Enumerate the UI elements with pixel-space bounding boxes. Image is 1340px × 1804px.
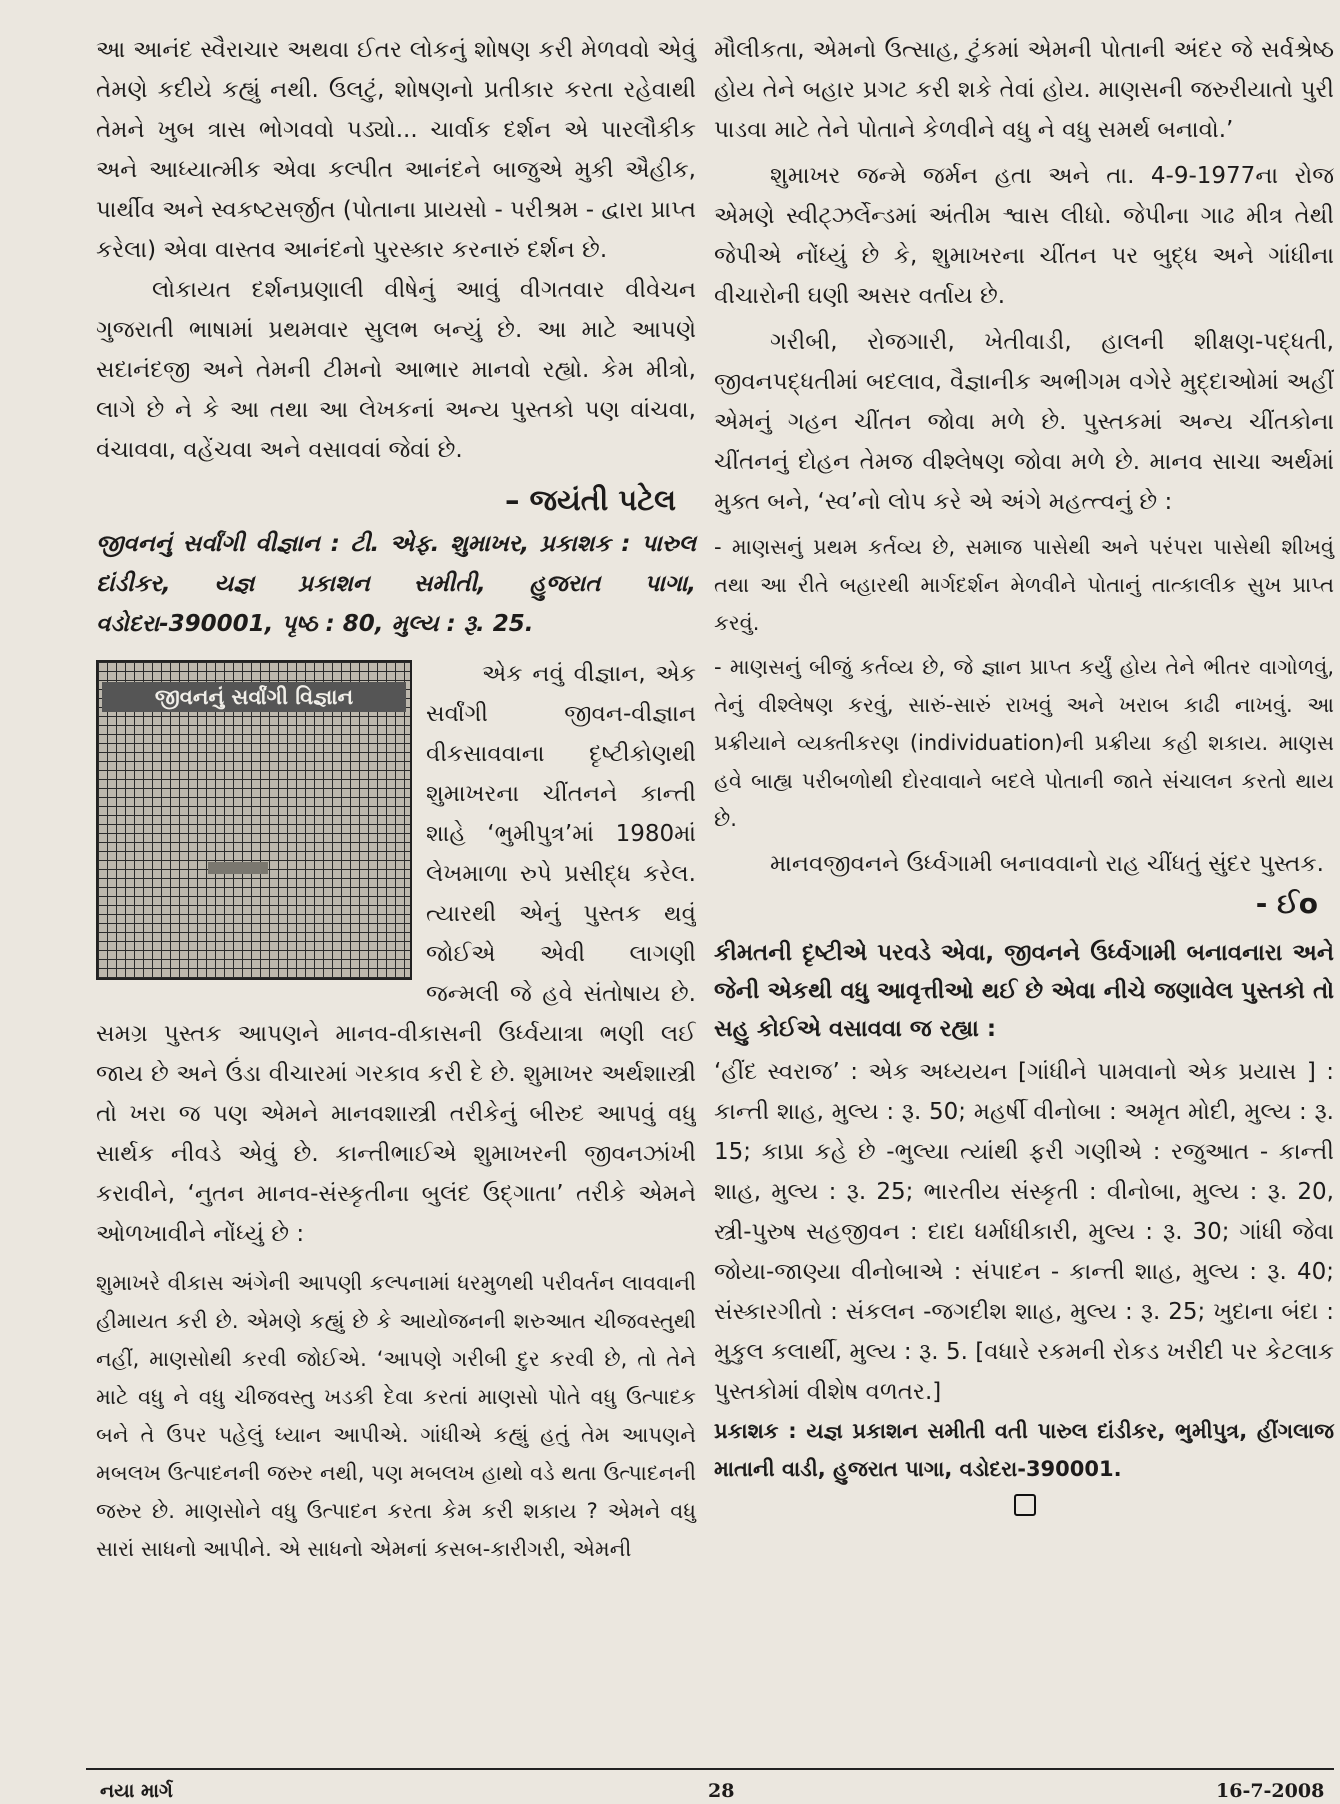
- paragraph: આ આનંદ સ્વૈરાચાર અથવા ઈતર લોકનું શોષણ કરી મેળવવો એવું તેમણે કદીયે કહ્યું નથી. ઉલટું, શોષણનો પ્રતીકાર કરતા રહેવાથી તેમને ખુબ ત્રાસ ભોગવવો પડ્યો... ચાર્વાક દર્શન એ પારલૌકીક અને આધ્યાત્મીક એવા કલ્પીત આનંદને બાજુએ મુકી ઐહીક, પાર્થીવ અને સ્વકષ્ટસર્જીત (પોતાના પ્રાયસો - પરીશ્રમ - દ્વારા પ્રાપ્ત કરેલા) એવા વાસ્તવ આનંદનો પુરસ્કાર કરનારું દર્શન છે.: [96, 37, 696, 263]
- footer-divider: [86, 1768, 1334, 1770]
- book-list: ‘હીંદ સ્વરાજ’ : એક અધ્યયન [ગાંધીને પામવાનો એક પ્રયાસ ] : કાન્તી શાહ, મુલ્ય : રૂ. 50; મહર્ષી વીનોબા : અમૃત મોદી, મુલ્ય : રૂ. 15; કાપ્રા કહે છે -ભુલ્યા ત્યાંથી ફરી ગણીએ : રજુઆત - કાન્તી શાહ, મુલ્ય : રૂ. 25; ભારતીય સંસ્કૃતી : વીનોબા, મુલ્ય : રૂ. 20, સ્ત્રી-પુરુષ સહજીવન : દાદા ધર્માધીકારી, મુલ્ય : રૂ. 30; ગાંધી જેવા જોયા-જાણ્યા વીનોબાએ : સંપાદન - કાન્તી શાહ, મુલ્ય : રૂ. 40; સંસ્કારગીતો : સંકલન -જગદીશ શાહ, મુલ્ય : રૂ. 25; ખુદાના બંદા : મુકુલ કલાર્થી, મુલ્ય : રૂ. 5. [વધારે રકમની રોકડ ખરીદી પર કેટલાક પુસ્તકોમાં વીશેષ વળતર.]: [714, 1059, 1334, 1405]
- paragraph: લોકાયત દર્શનપ્રણાલી વીષેનું આવું વીગતવાર વીવેચન ગુજરાતી ભાષામાં પ્રથમવાર સુલભ બન્યું છે. આ માટે આપણે સદાનંદજી અને તેમની ટીમનો આભાર માનવો રહ્યો. કેમ મીત્રો, લાગે છે ને કે આ તથા આ લેખકનાં અન્ય પુસ્તકો પણ વાંચવા, વંચાવવા, વહેંચવા અને વસાવવાં જેવાં છે.: [96, 277, 696, 463]
- quote-item: - માણસનું બીજું કર્તવ્ય છે, જે જ્ઞાન પ્રાપ્ત કર્યું હોય તેને ભીતર વાગોળવું, તેનું વીશ્લેષણ કરવું, સારું-સારું રાખવું અને ખરાબ કાઢી નાખવું. આ પ્રક્રીયાને વ્યક્તીકરણ (individuation)ની પ્રક્રીયા કહી શકાય. માણસ હવે બાહ્ય પરીબળોથી દોરવાવાને બદલે પોતાની જાતે સંચાલન કરતો થાય છે.: [714, 655, 1334, 831]
- review-signature: – જયંતી પટેલ: [504, 483, 676, 517]
- cover-publisher-strip: [208, 862, 268, 874]
- paragraph: શુમાખર જન્મે જર્મન હતા અને તા. 4-9-1977ના રોજ એમણે સ્વીટ્ઝર્લેન્ડમાં અંતીમ શ્વાસ લીધો. જેપીના ગાઢ મીત્ર તેથી જેપીએ નોંધ્યું છે કે, શુમાખરના ચીંતન પર બુદ્ધ અને ગાંધીના વીચારોની ઘણી અસર વર્તાય છે.: [714, 163, 1334, 309]
- right-column: [714, 30, 1334, 1516]
- quote-item: - માણસનું પ્રથમ કર્તવ્ય છે, સમાજ પાસેથી અને પરંપરા પાસેથી શીખવું તથા આ રીતે બહારથી માર્ગદર્શન મેળવીને પોતાનું તાત્કાલીક સુખ પ્રાપ્ત કરવું.: [714, 535, 1334, 635]
- book-reference: જીવનનું સર્વાંગી વીજ્ઞાન : ટી. એફ. શુમાખર, પ્રકાશક : પારુલ દાંડીકર, યજ્ઞ પ્રકાશન સમીતી, હુજરાત પાગા, વડોદરા-390001, પૃષ્ઠ : 80, મુલ્ય : રૂ. 25.: [96, 531, 696, 637]
- magazine-name: નયા માર્ગ: [100, 1780, 173, 1802]
- page-number: 28: [708, 1780, 735, 1802]
- paragraph: માનવજીવનને ઉર્ધ્વગામી બનાવવાનો રાહ ચીંધતું સુંદર પુસ્તક.: [770, 851, 1324, 877]
- left-column: [96, 30, 696, 1568]
- end-of-article-box-icon: [1014, 1494, 1036, 1516]
- publisher-note: પ્રકાશક : યજ્ઞ પ્રકાશન સમીતી વતી પારુલ દાંડીકર, ભુમીપુત્ર, હીંગલાજ માતાની વાડી, હુજરાત પાગા, વડોદરા-390001.: [714, 1419, 1334, 1481]
- book-cover-title: જીવનનું સર્વાંગી વિજ્ઞાન: [102, 682, 406, 712]
- quoted-paragraph: શુમાખરે વીકાસ અંગેની આપણી કલ્પનામાં ધરમુળથી પરીવર્તન લાવવાની હીમાયત કરી છે. એમણે કહ્યું છે કે આયોજનની શરુઆત ચીજવસ્તુથી નહીં, માણસોથી કરવી જોઈએ. ‘આપણે ગરીબી દુર કરવી છે, તો તેને માટે વધુ ને વધુ ચીજવસ્તુ ખડકી દેવા કરતાં માણસો પોતે વધુ ઉત્પાદક બને તે ઉપર પહેલું ધ્યાન આપીએ. ગાંધીએ કહ્યું હતું તેમ આપણને મબલખ ઉત્પાદનની જરુર નથી, પણ મબલખ હાથો વડે થતા ઉત્પાદનની જરુર છે. માણસોને વધુ ઉત્પાદન કરતા કેમ કરી શકાય ? એમને વધુ સારાં સાધનો આપીને. એ સાધનો એમનાં કસબ-કારીગરી, એમની: [96, 1271, 696, 1561]
- book-list-heading: કીમતની દૃષ્ટીએ પરવડે એવા, જીવનને ઉર્ધ્વગામી બનાવનારા અને જેની એકથી વધુ આવૃત્તીઓ થઈ છે એવા નીચે જણાવેલ પુસ્તકો તો સહુ કોઈએ વસાવવા જ રહ્યા :: [714, 940, 1334, 1042]
- issue-date: 16-7-2008: [1216, 1780, 1325, 1802]
- review-signature: - ઈo: [1255, 887, 1318, 920]
- book-cover-image: [96, 660, 412, 980]
- paragraph: ગરીબી, રોજગારી, ખેતીવાડી, હાલની શીક્ષણ-પદ્ધતી, જીવનપદ્ધતીમાં બદલાવ, વૈજ્ઞાનીક અભીગમ વગેરે મુદ્દાઓમાં અહીં એમનું ગહન ચીંતન જોવા મળે છે. પુસ્તકમાં અન્ય ચીંતકોના ચીંતનનું દોહન તેમજ વીશ્લેષણ જોવા મળે છે. માનવ સાચા અર્થમાં મુક્ત બને, ‘સ્વ’નો લોપ કરે એ અંગે મહત્ત્વનું છે :: [714, 329, 1334, 515]
- paragraph: મૌલીકતા, એમનો ઉત્સાહ, ટુંકમાં એમની પોતાની અંદર જે સર્વશ્રેષ્ઠ હોય તેને બહાર પ્રગટ કરી શકે તેવાં હોય. માણસની જરુરીયાતો પુરી પાડવા માટે તેને પોતાને કેળવીને વધુ ને વધુ સમર્થ બનાવો.’: [714, 37, 1334, 143]
- book-review-block: [96, 654, 696, 1254]
- paragraph: એક નવું વીજ્ઞાન, એક સર્વાંગી જીવન-વીજ્ઞાન વીકસાવવાના દૃષ્ટીકોણથી શુમાખરના ચીંતનને કાન્તી શાહે ‘ભુમીપુત્ર’માં 1980માં લેખમાળા રુપે પ્રસીદ્ધ કરેલ. ત્યારથી એનું પુસ્તક થવું જોઈએ એવી લાગણી જન્મલી જે હવે સંતોષાય છે. સમગ્ર પુસ્તક આપણને માનવ-વીકાસની ઉર્ધ્વયાત્રા ભણી લઈ જાય છે અને ઉંડા વીચારમાં ગરકાવ કરી દે છે. શુમાખર અર્થશાસ્ત્રી તો ખરા જ પણ એમને માનવશાસ્ત્રી તરીકેનું બીરુદ આપવું વધુ સાર્થક નીવડે એવું છે. કાન્તીભાઈએ શુમાખરની જીવનઝાંખી કરાવીને, ‘નુતન માનવ-સંસ્કૃતીના બુલંદ ઉદ્ગાતા’ તરીકે એમને ઓળખાવીને નોંધ્યું છે :: [96, 661, 696, 1247]
